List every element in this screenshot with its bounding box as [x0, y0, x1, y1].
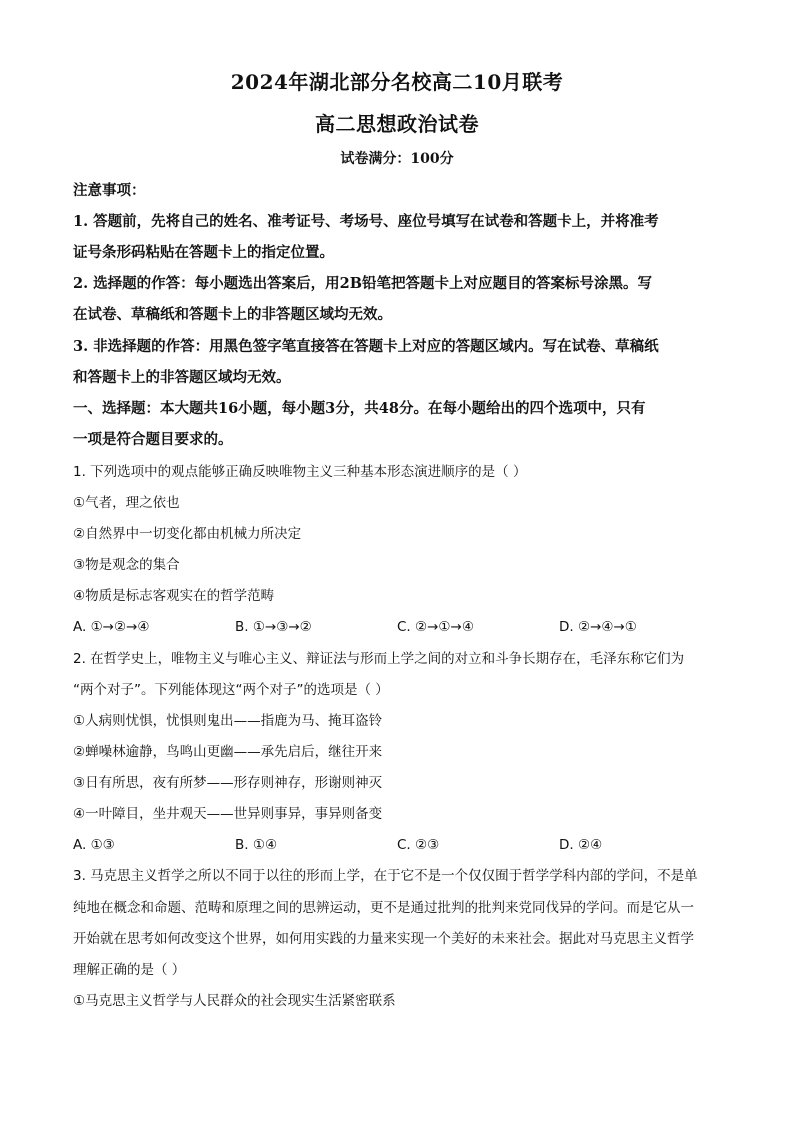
question-2-item-4: ④一叶障目，坐井观天——世异则事异，事异则备变	[73, 806, 383, 822]
question-1-option-b: B. ①→③→②	[235, 619, 312, 635]
question-1-item-1: ①气者，理之依也	[73, 495, 180, 511]
question-3-stem-line-4: 理解正确的是（ ）	[73, 962, 186, 978]
question-1-item-3: ③物是观念的集合	[73, 557, 180, 573]
question-1-option-a: A. ①→②→④	[73, 619, 150, 635]
question-2-stem-line-1: 2. 在哲学史上，唯物主义与唯心主义、辩证法与形而上学之间的对立和斗争长期存在，毛泽东称它们为	[73, 651, 685, 667]
notice-item-3-line-2: 和答题卡上的非答题区域均无效。	[73, 369, 291, 386]
question-2-option-b: B. ①④	[235, 837, 278, 853]
question-2-item-1: ①人病则忧惧，忧惧则鬼出——指鹿为马、掩耳盗铃	[73, 713, 383, 729]
question-1-stem: 1. 下列选项中的观点能够正确反映唯物主义三种基本形态演进顺序的是（ ）	[73, 464, 527, 480]
question-2-option-d: D. ②④	[559, 837, 603, 853]
question-1-item-2: ②自然界中一切变化都由机械力所决定	[73, 526, 302, 542]
section-heading-line-2: 一项是符合题目要求的。	[73, 431, 233, 448]
notice-item-3-line-1: 3. 非选择题的作答：用黑色签字笔直接答在答题卡上对应的答题区域内。写在试卷、草稿纸	[73, 338, 659, 355]
question-2-option-a: A. ①③	[73, 837, 115, 853]
notice-item-2-line-2: 在试卷、草稿纸和答题卡上的非答题区域均无效。	[73, 306, 392, 323]
score-note: 试卷满分：100分	[340, 151, 454, 167]
question-1-option-d: D. ②→④→①	[559, 619, 637, 635]
notice-item-1-line-2: 证号条形码粘贴在答题卡上的指定位置。	[73, 244, 334, 261]
question-1-option-c: C. ②→①→④	[397, 619, 474, 635]
question-1-item-4: ④物质是标志客观实在的哲学范畴	[73, 588, 275, 604]
notice-item-2-line-1: 2. 选择题的作答：每小题选出答案后，用2B铅笔把答题卡上对应题目的答案标号涂黑。写	[73, 275, 653, 292]
section-heading-line-1: 一、选择题：本大题共16小题，每小题3分，共48分。在每小题给出的四个选项中，只有	[73, 400, 646, 417]
question-3-stem-line-2: 纯地在概念和命题、范畴和原理之间的思辨运动，更不是通过批判的批判来党同伐异的学问。而是它从一	[73, 900, 694, 916]
question-2-item-3: ③日有所思，夜有所梦——形存则神存，形谢则神灭	[73, 775, 383, 791]
question-3-stem-line-3: 开始就在思考如何改变这个世界，如何用实践的力量来实现一个美好的未来社会。据此对马克思主义哲学	[73, 931, 694, 947]
question-2-stem-line-2: “两个对子”。下列能体现这“两个对子”的选项是（ ）	[73, 682, 389, 698]
exam-title: 2024年湖北部分名校高二10月联考	[230, 70, 564, 94]
question-2-item-2: ②蝉噪林逾静，鸟鸣山更幽——承先启后，继往开来	[73, 744, 383, 760]
notice-item-1-line-1: 1. 答题前，先将自己的姓名、准考证号、考场号、座位号填写在试卷和答题卡上，并将准考	[73, 213, 659, 230]
question-3-item-1: ①马克思主义哲学与人民群众的社会现实生活紧密联系	[73, 993, 396, 1009]
question-2-option-c: C. ②③	[397, 837, 440, 853]
question-3-stem-line-1: 3. 马克思主义哲学之所以不同于以往的形而上学，在于它不是一个仅仅囿于哲学学科内部的学问，不是单	[73, 868, 698, 884]
exam-subtitle: 高二思想政治试卷	[315, 112, 479, 136]
notice-heading: 注意事项：	[73, 182, 146, 199]
